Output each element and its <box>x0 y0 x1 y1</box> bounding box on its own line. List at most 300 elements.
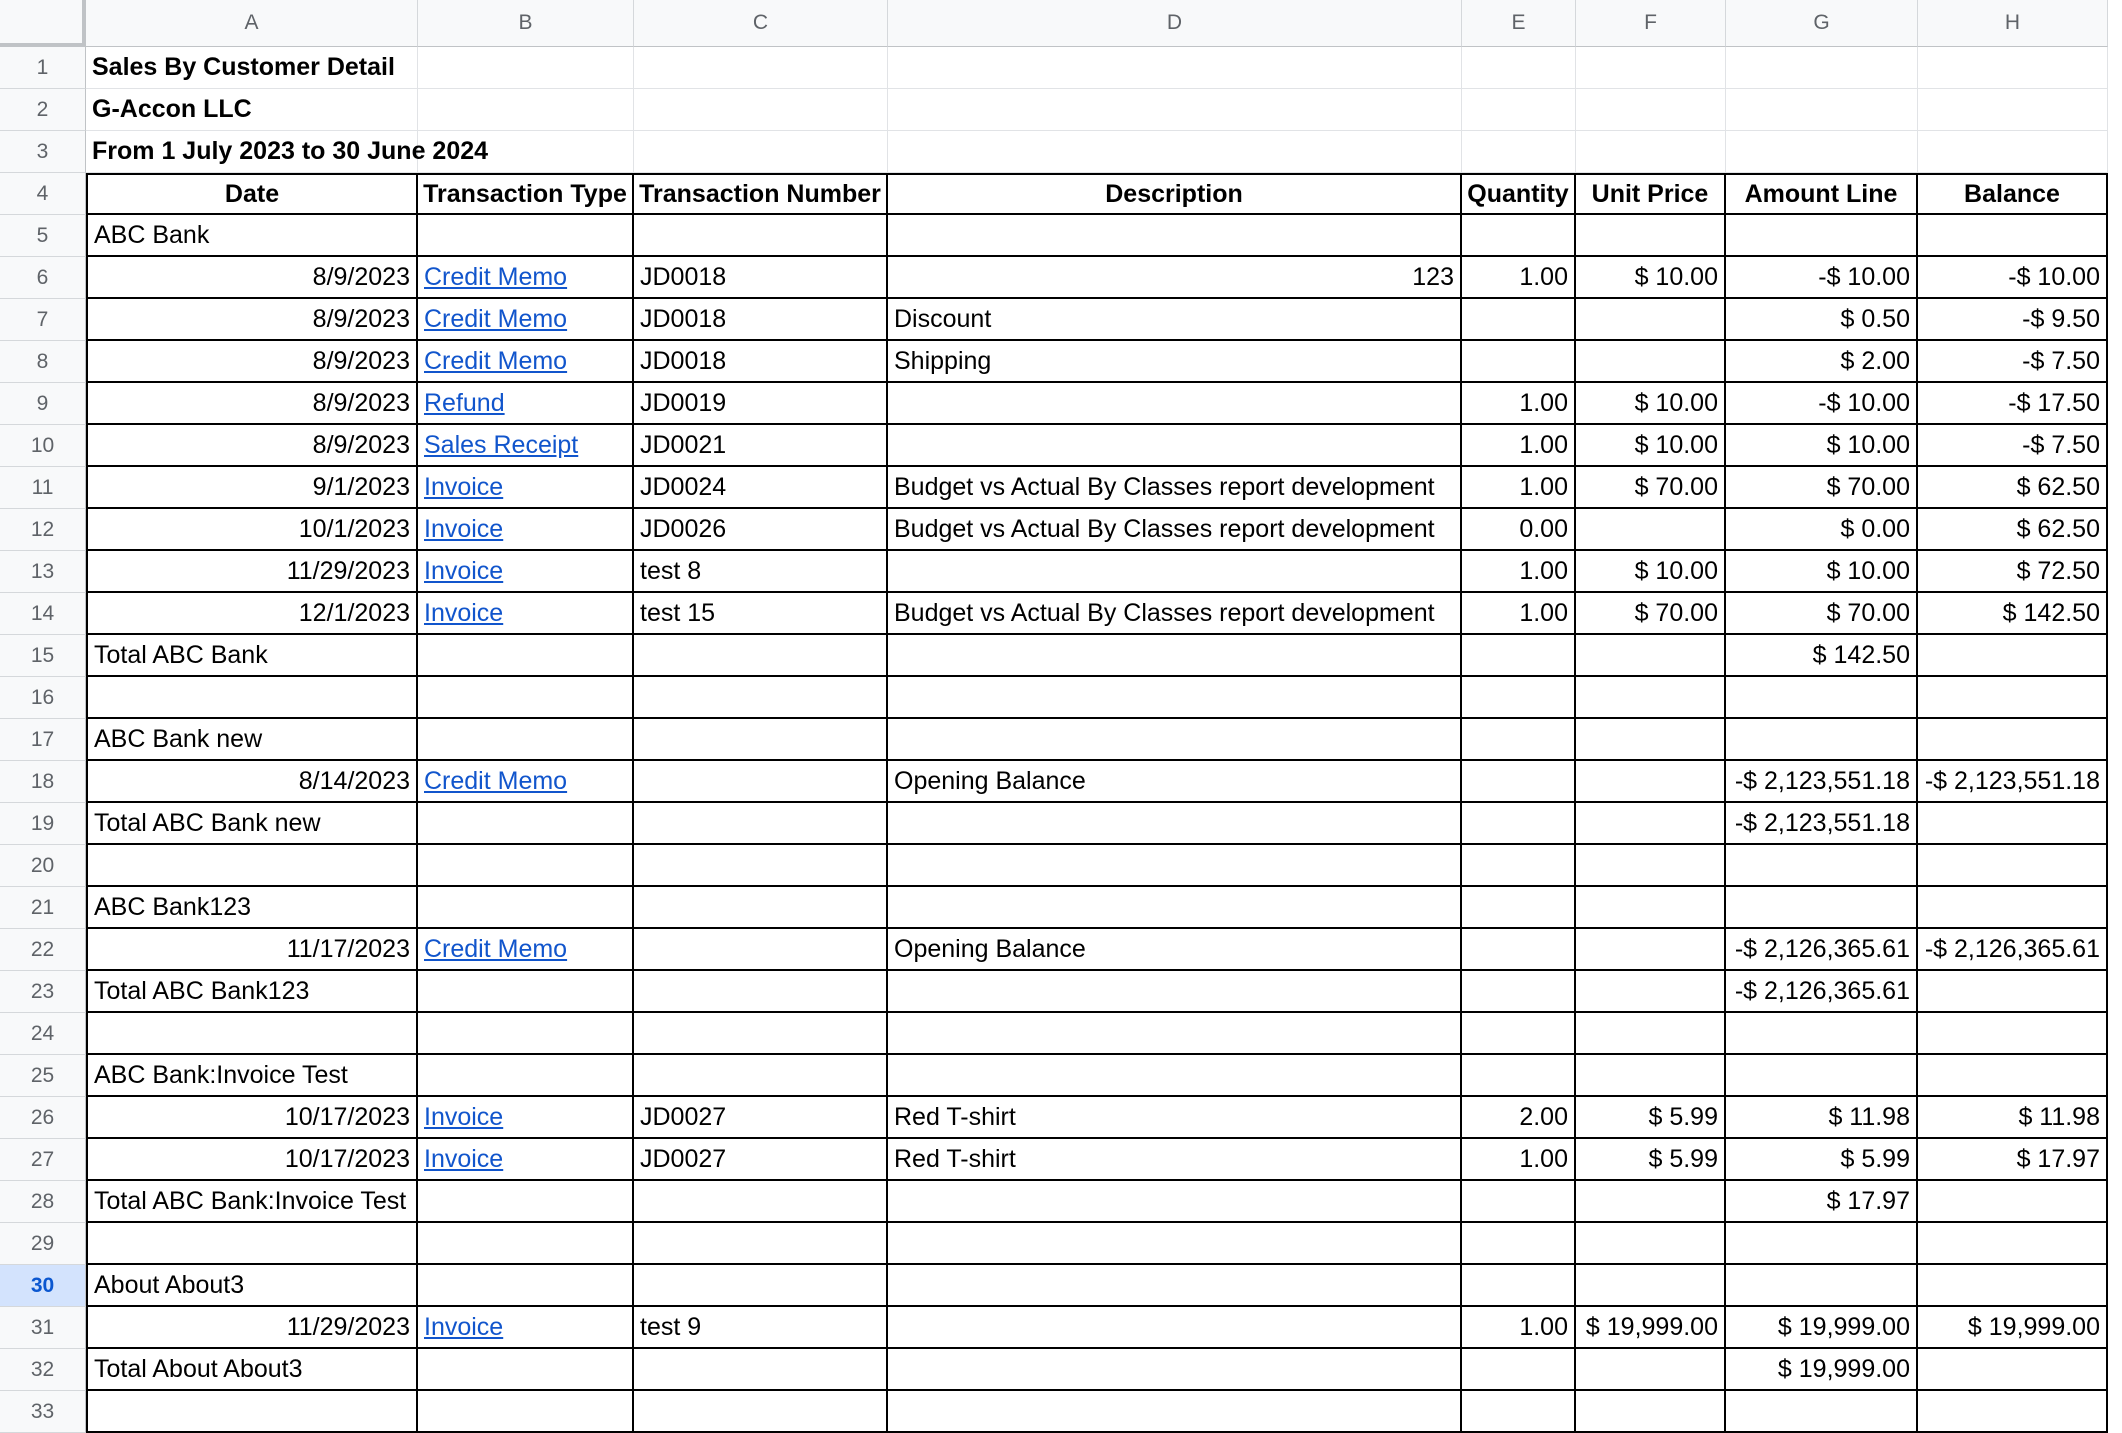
row-header-18[interactable]: 18 <box>0 761 86 803</box>
cell-b32[interactable] <box>418 1349 634 1391</box>
row-header-12[interactable]: 12 <box>0 509 86 551</box>
cell-d30[interactable] <box>888 1265 1462 1307</box>
cell-f5[interactable] <box>1576 215 1726 257</box>
cell-c25[interactable] <box>634 1055 888 1097</box>
row-header-7[interactable]: 7 <box>0 299 86 341</box>
cell-e21[interactable] <box>1462 887 1576 929</box>
cell-c20[interactable] <box>634 845 888 887</box>
transaction-type-link[interactable]: Credit Memo <box>418 257 634 299</box>
row-header-21[interactable]: 21 <box>0 887 86 929</box>
cell-d1[interactable] <box>888 47 1462 89</box>
cell-f29[interactable] <box>1576 1223 1726 1265</box>
cell-b23[interactable] <box>418 971 634 1013</box>
cell-h8[interactable]: -$ 7.50 <box>1918 341 2108 383</box>
cell-c16[interactable] <box>634 677 888 719</box>
cell-a31[interactable]: 11/29/2023 <box>86 1307 418 1349</box>
cell-a21[interactable]: ABC Bank123 <box>86 887 418 929</box>
cell-g27[interactable]: $ 5.99 <box>1726 1139 1918 1181</box>
cell-a9[interactable]: 8/9/2023 <box>86 383 418 425</box>
cell-b28[interactable] <box>418 1181 634 1223</box>
cell-d17[interactable] <box>888 719 1462 761</box>
cell-h30[interactable] <box>1918 1265 2108 1307</box>
cell-f3[interactable] <box>1576 131 1726 173</box>
cell-c28[interactable] <box>634 1181 888 1223</box>
row-header-20[interactable]: 20 <box>0 845 86 887</box>
cell-e9[interactable]: 1.00 <box>1462 383 1576 425</box>
cell-c24[interactable] <box>634 1013 888 1055</box>
cell-c7[interactable]: JD0018 <box>634 299 888 341</box>
cell-g8[interactable]: $ 2.00 <box>1726 341 1918 383</box>
cell-g23[interactable]: -$ 2,126,365.61 <box>1726 971 1918 1013</box>
row-header-5[interactable]: 5 <box>0 215 86 257</box>
cell-d20[interactable] <box>888 845 1462 887</box>
cell-b2[interactable] <box>418 89 634 131</box>
cell-h4[interactable]: Balance <box>1918 173 2108 215</box>
cell-e25[interactable] <box>1462 1055 1576 1097</box>
cell-e18[interactable] <box>1462 761 1576 803</box>
cell-h23[interactable] <box>1918 971 2108 1013</box>
cell-c1[interactable] <box>634 47 888 89</box>
cell-d24[interactable] <box>888 1013 1462 1055</box>
cell-d19[interactable] <box>888 803 1462 845</box>
column-header-c[interactable]: C <box>634 0 888 47</box>
transaction-type-link[interactable]: Credit Memo <box>418 341 634 383</box>
cell-g11[interactable]: $ 70.00 <box>1726 467 1918 509</box>
cell-h26[interactable]: $ 11.98 <box>1918 1097 2108 1139</box>
cell-b19[interactable] <box>418 803 634 845</box>
cell-e28[interactable] <box>1462 1181 1576 1223</box>
cell-c2[interactable] <box>634 89 888 131</box>
row-header-31[interactable]: 31 <box>0 1307 86 1349</box>
cell-e1[interactable] <box>1462 47 1576 89</box>
row-header-14[interactable]: 14 <box>0 593 86 635</box>
cell-g16[interactable] <box>1726 677 1918 719</box>
cell-c30[interactable] <box>634 1265 888 1307</box>
cell-c32[interactable] <box>634 1349 888 1391</box>
cell-e14[interactable]: 1.00 <box>1462 593 1576 635</box>
cell-h1[interactable] <box>1918 47 2108 89</box>
cell-f1[interactable] <box>1576 47 1726 89</box>
cell-e7[interactable] <box>1462 299 1576 341</box>
cell-g30[interactable] <box>1726 1265 1918 1307</box>
cell-c26[interactable]: JD0027 <box>634 1097 888 1139</box>
cell-a30[interactable]: About About3 <box>86 1265 418 1307</box>
row-header-4[interactable]: 4 <box>0 173 86 215</box>
cell-c5[interactable] <box>634 215 888 257</box>
cell-h5[interactable] <box>1918 215 2108 257</box>
cell-e29[interactable] <box>1462 1223 1576 1265</box>
cell-e10[interactable]: 1.00 <box>1462 425 1576 467</box>
cell-b21[interactable] <box>418 887 634 929</box>
cell-a24[interactable] <box>86 1013 418 1055</box>
cell-h6[interactable]: -$ 10.00 <box>1918 257 2108 299</box>
cell-c3[interactable] <box>634 131 888 173</box>
cell-d26[interactable]: Red T-shirt <box>888 1097 1462 1139</box>
cell-c15[interactable] <box>634 635 888 677</box>
cell-f27[interactable]: $ 5.99 <box>1576 1139 1726 1181</box>
cell-h11[interactable]: $ 62.50 <box>1918 467 2108 509</box>
column-header-b[interactable]: B <box>418 0 634 47</box>
cell-g15[interactable]: $ 142.50 <box>1726 635 1918 677</box>
cell-a8[interactable]: 8/9/2023 <box>86 341 418 383</box>
cell-a14[interactable]: 12/1/2023 <box>86 593 418 635</box>
cell-a16[interactable] <box>86 677 418 719</box>
column-header-a[interactable]: A <box>86 0 418 47</box>
cell-b3[interactable] <box>418 131 634 173</box>
cell-f12[interactable] <box>1576 509 1726 551</box>
row-header-2[interactable]: 2 <box>0 89 86 131</box>
cell-d27[interactable]: Red T-shirt <box>888 1139 1462 1181</box>
cell-g14[interactable]: $ 70.00 <box>1726 593 1918 635</box>
cell-a6[interactable]: 8/9/2023 <box>86 257 418 299</box>
cell-b15[interactable] <box>418 635 634 677</box>
row-header-1[interactable]: 1 <box>0 47 86 89</box>
cell-a11[interactable]: 9/1/2023 <box>86 467 418 509</box>
cell-f20[interactable] <box>1576 845 1726 887</box>
cell-g20[interactable] <box>1726 845 1918 887</box>
cell-d33[interactable] <box>888 1391 1462 1433</box>
cell-e30[interactable] <box>1462 1265 1576 1307</box>
cell-d11[interactable]: Budget vs Actual By Classes report development <box>888 467 1462 509</box>
cell-c11[interactable]: JD0024 <box>634 467 888 509</box>
row-header-22[interactable]: 22 <box>0 929 86 971</box>
transaction-type-link[interactable]: Invoice <box>418 1139 634 1181</box>
cell-d10[interactable] <box>888 425 1462 467</box>
cell-c4[interactable]: Transaction Number <box>634 173 888 215</box>
cell-c9[interactable]: JD0019 <box>634 383 888 425</box>
cell-h15[interactable] <box>1918 635 2108 677</box>
cell-h9[interactable]: -$ 17.50 <box>1918 383 2108 425</box>
cell-d8[interactable]: Shipping <box>888 341 1462 383</box>
cell-a7[interactable]: 8/9/2023 <box>86 299 418 341</box>
cell-b16[interactable] <box>418 677 634 719</box>
cell-g5[interactable] <box>1726 215 1918 257</box>
cell-a20[interactable] <box>86 845 418 887</box>
row-header-13[interactable]: 13 <box>0 551 86 593</box>
cell-d5[interactable] <box>888 215 1462 257</box>
cell-e16[interactable] <box>1462 677 1576 719</box>
row-header-26[interactable]: 26 <box>0 1097 86 1139</box>
cell-d4[interactable]: Description <box>888 173 1462 215</box>
cell-e31[interactable]: 1.00 <box>1462 1307 1576 1349</box>
cell-g3[interactable] <box>1726 131 1918 173</box>
transaction-type-link[interactable]: Credit Memo <box>418 761 634 803</box>
cell-f7[interactable] <box>1576 299 1726 341</box>
row-header-15[interactable]: 15 <box>0 635 86 677</box>
cell-g29[interactable] <box>1726 1223 1918 1265</box>
cell-g21[interactable] <box>1726 887 1918 929</box>
cell-a15[interactable]: Total ABC Bank <box>86 635 418 677</box>
row-header-11[interactable]: 11 <box>0 467 86 509</box>
transaction-type-link[interactable]: Refund <box>418 383 634 425</box>
row-header-30[interactable]: 30 <box>0 1265 86 1307</box>
cell-g9[interactable]: -$ 10.00 <box>1726 383 1918 425</box>
transaction-type-link[interactable]: Invoice <box>418 509 634 551</box>
cell-c10[interactable]: JD0021 <box>634 425 888 467</box>
cell-d12[interactable]: Budget vs Actual By Classes report development <box>888 509 1462 551</box>
cell-c18[interactable] <box>634 761 888 803</box>
cell-h31[interactable]: $ 19,999.00 <box>1918 1307 2108 1349</box>
cell-e5[interactable] <box>1462 215 1576 257</box>
cell-a29[interactable] <box>86 1223 418 1265</box>
cell-a3[interactable]: From 1 July 2023 to 30 June 2024 <box>86 131 418 173</box>
cell-d2[interactable] <box>888 89 1462 131</box>
cell-a2[interactable]: G-Accon LLC <box>86 89 418 131</box>
cell-g32[interactable]: $ 19,999.00 <box>1726 1349 1918 1391</box>
cell-f14[interactable]: $ 70.00 <box>1576 593 1726 635</box>
cell-e15[interactable] <box>1462 635 1576 677</box>
cell-d9[interactable] <box>888 383 1462 425</box>
cell-b25[interactable] <box>418 1055 634 1097</box>
cell-f25[interactable] <box>1576 1055 1726 1097</box>
cell-f32[interactable] <box>1576 1349 1726 1391</box>
cell-b20[interactable] <box>418 845 634 887</box>
cell-b5[interactable] <box>418 215 634 257</box>
cell-a4[interactable]: Date <box>86 173 418 215</box>
cell-d31[interactable] <box>888 1307 1462 1349</box>
cell-c23[interactable] <box>634 971 888 1013</box>
cell-h20[interactable] <box>1918 845 2108 887</box>
transaction-type-link[interactable]: Invoice <box>418 1307 634 1349</box>
cell-a5[interactable]: ABC Bank <box>86 215 418 257</box>
row-header-25[interactable]: 25 <box>0 1055 86 1097</box>
cell-a17[interactable]: ABC Bank new <box>86 719 418 761</box>
cell-d23[interactable] <box>888 971 1462 1013</box>
cell-a19[interactable]: Total ABC Bank new <box>86 803 418 845</box>
column-header-e[interactable]: E <box>1462 0 1576 47</box>
cell-h3[interactable] <box>1918 131 2108 173</box>
cell-d16[interactable] <box>888 677 1462 719</box>
cell-g31[interactable]: $ 19,999.00 <box>1726 1307 1918 1349</box>
cell-d18[interactable]: Opening Balance <box>888 761 1462 803</box>
row-header-8[interactable]: 8 <box>0 341 86 383</box>
cell-c19[interactable] <box>634 803 888 845</box>
transaction-type-link[interactable]: Credit Memo <box>418 929 634 971</box>
cell-d28[interactable] <box>888 1181 1462 1223</box>
cell-f16[interactable] <box>1576 677 1726 719</box>
cell-f30[interactable] <box>1576 1265 1726 1307</box>
cell-e17[interactable] <box>1462 719 1576 761</box>
cell-a22[interactable]: 11/17/2023 <box>86 929 418 971</box>
cell-g19[interactable]: -$ 2,123,551.18 <box>1726 803 1918 845</box>
transaction-type-link[interactable]: Invoice <box>418 467 634 509</box>
row-header-32[interactable]: 32 <box>0 1349 86 1391</box>
cell-d32[interactable] <box>888 1349 1462 1391</box>
cell-g10[interactable]: $ 10.00 <box>1726 425 1918 467</box>
cell-c22[interactable] <box>634 929 888 971</box>
cell-d14[interactable]: Budget vs Actual By Classes report development <box>888 593 1462 635</box>
cell-h14[interactable]: $ 142.50 <box>1918 593 2108 635</box>
row-header-3[interactable]: 3 <box>0 131 86 173</box>
cell-e12[interactable]: 0.00 <box>1462 509 1576 551</box>
transaction-type-link[interactable]: Invoice <box>418 551 634 593</box>
cell-f31[interactable]: $ 19,999.00 <box>1576 1307 1726 1349</box>
cell-h32[interactable] <box>1918 1349 2108 1391</box>
cell-g13[interactable]: $ 10.00 <box>1726 551 1918 593</box>
cell-c33[interactable] <box>634 1391 888 1433</box>
cell-e24[interactable] <box>1462 1013 1576 1055</box>
transaction-type-link[interactable]: Invoice <box>418 593 634 635</box>
cell-d13[interactable] <box>888 551 1462 593</box>
row-header-16[interactable]: 16 <box>0 677 86 719</box>
cell-a13[interactable]: 11/29/2023 <box>86 551 418 593</box>
cell-e13[interactable]: 1.00 <box>1462 551 1576 593</box>
transaction-type-link[interactable]: Credit Memo <box>418 299 634 341</box>
row-header-27[interactable]: 27 <box>0 1139 86 1181</box>
row-header-19[interactable]: 19 <box>0 803 86 845</box>
cell-d3[interactable] <box>888 131 1462 173</box>
cell-h25[interactable] <box>1918 1055 2108 1097</box>
cell-e23[interactable] <box>1462 971 1576 1013</box>
cell-e4[interactable]: Quantity <box>1462 173 1576 215</box>
cell-f10[interactable]: $ 10.00 <box>1576 425 1726 467</box>
row-header-24[interactable]: 24 <box>0 1013 86 1055</box>
cell-h10[interactable]: -$ 7.50 <box>1918 425 2108 467</box>
cell-h22[interactable]: -$ 2,126,365.61 <box>1918 929 2108 971</box>
cell-d25[interactable] <box>888 1055 1462 1097</box>
cell-e32[interactable] <box>1462 1349 1576 1391</box>
cell-e11[interactable]: 1.00 <box>1462 467 1576 509</box>
cell-d21[interactable] <box>888 887 1462 929</box>
cell-a28[interactable]: Total ABC Bank:Invoice Test <box>86 1181 418 1223</box>
select-all-corner[interactable] <box>0 0 86 47</box>
row-header-6[interactable]: 6 <box>0 257 86 299</box>
cell-c12[interactable]: JD0026 <box>634 509 888 551</box>
cell-g22[interactable]: -$ 2,126,365.61 <box>1726 929 1918 971</box>
cell-f4[interactable]: Unit Price <box>1576 173 1726 215</box>
row-header-23[interactable]: 23 <box>0 971 86 1013</box>
cell-e8[interactable] <box>1462 341 1576 383</box>
cell-a23[interactable]: Total ABC Bank123 <box>86 971 418 1013</box>
cell-g7[interactable]: $ 0.50 <box>1726 299 1918 341</box>
cell-f13[interactable]: $ 10.00 <box>1576 551 1726 593</box>
cell-e19[interactable] <box>1462 803 1576 845</box>
column-header-d[interactable]: D <box>888 0 1462 47</box>
cell-h2[interactable] <box>1918 89 2108 131</box>
cell-h24[interactable] <box>1918 1013 2108 1055</box>
cell-b17[interactable] <box>418 719 634 761</box>
cell-g26[interactable]: $ 11.98 <box>1726 1097 1918 1139</box>
column-header-f[interactable]: F <box>1576 0 1726 47</box>
cell-f23[interactable] <box>1576 971 1726 1013</box>
cell-h13[interactable]: $ 72.50 <box>1918 551 2108 593</box>
cell-f9[interactable]: $ 10.00 <box>1576 383 1726 425</box>
cell-a33[interactable] <box>86 1391 418 1433</box>
cell-f19[interactable] <box>1576 803 1726 845</box>
cell-f17[interactable] <box>1576 719 1726 761</box>
cell-f2[interactable] <box>1576 89 1726 131</box>
cell-h19[interactable] <box>1918 803 2108 845</box>
cell-d6[interactable]: 123 <box>888 257 1462 299</box>
cell-a27[interactable]: 10/17/2023 <box>86 1139 418 1181</box>
cell-h12[interactable]: $ 62.50 <box>1918 509 2108 551</box>
cell-d7[interactable]: Discount <box>888 299 1462 341</box>
cell-f8[interactable] <box>1576 341 1726 383</box>
cell-h16[interactable] <box>1918 677 2108 719</box>
cell-a18[interactable]: 8/14/2023 <box>86 761 418 803</box>
cell-e33[interactable] <box>1462 1391 1576 1433</box>
row-header-9[interactable]: 9 <box>0 383 86 425</box>
cell-f24[interactable] <box>1576 1013 1726 1055</box>
transaction-type-link[interactable]: Sales Receipt <box>418 425 634 467</box>
cell-a25[interactable]: ABC Bank:Invoice Test <box>86 1055 418 1097</box>
cell-f21[interactable] <box>1576 887 1726 929</box>
cell-c29[interactable] <box>634 1223 888 1265</box>
cell-c8[interactable]: JD0018 <box>634 341 888 383</box>
row-header-29[interactable]: 29 <box>0 1223 86 1265</box>
cell-f15[interactable] <box>1576 635 1726 677</box>
cell-a10[interactable]: 8/9/2023 <box>86 425 418 467</box>
cell-a1[interactable]: Sales By Customer Detail <box>86 47 418 89</box>
cell-a32[interactable]: Total About About3 <box>86 1349 418 1391</box>
cell-a12[interactable]: 10/1/2023 <box>86 509 418 551</box>
cell-g17[interactable] <box>1726 719 1918 761</box>
cell-g1[interactable] <box>1726 47 1918 89</box>
cell-c27[interactable]: JD0027 <box>634 1139 888 1181</box>
cell-b29[interactable] <box>418 1223 634 1265</box>
cell-f28[interactable] <box>1576 1181 1726 1223</box>
cell-b30[interactable] <box>418 1265 634 1307</box>
transaction-type-link[interactable]: Invoice <box>418 1097 634 1139</box>
cell-c14[interactable]: test 15 <box>634 593 888 635</box>
cell-g24[interactable] <box>1726 1013 1918 1055</box>
cell-f33[interactable] <box>1576 1391 1726 1433</box>
cell-e22[interactable] <box>1462 929 1576 971</box>
cell-h18[interactable]: -$ 2,123,551.18 <box>1918 761 2108 803</box>
cell-e6[interactable]: 1.00 <box>1462 257 1576 299</box>
cell-c13[interactable]: test 8 <box>634 551 888 593</box>
cell-h27[interactable]: $ 17.97 <box>1918 1139 2108 1181</box>
cell-h7[interactable]: -$ 9.50 <box>1918 299 2108 341</box>
cell-e2[interactable] <box>1462 89 1576 131</box>
cell-h21[interactable] <box>1918 887 2108 929</box>
cell-g25[interactable] <box>1726 1055 1918 1097</box>
cell-d29[interactable] <box>888 1223 1462 1265</box>
cell-d22[interactable]: Opening Balance <box>888 929 1462 971</box>
cell-g6[interactable]: -$ 10.00 <box>1726 257 1918 299</box>
cell-c6[interactable]: JD0018 <box>634 257 888 299</box>
cell-g18[interactable]: -$ 2,123,551.18 <box>1726 761 1918 803</box>
column-header-g[interactable]: G <box>1726 0 1918 47</box>
cell-e27[interactable]: 1.00 <box>1462 1139 1576 1181</box>
cell-c17[interactable] <box>634 719 888 761</box>
cell-g33[interactable] <box>1726 1391 1918 1433</box>
cell-g2[interactable] <box>1726 89 1918 131</box>
cell-b33[interactable] <box>418 1391 634 1433</box>
cell-f6[interactable]: $ 10.00 <box>1576 257 1726 299</box>
cell-g4[interactable]: Amount Line <box>1726 173 1918 215</box>
row-header-33[interactable]: 33 <box>0 1391 86 1433</box>
cell-f22[interactable] <box>1576 929 1726 971</box>
row-header-17[interactable]: 17 <box>0 719 86 761</box>
cell-b4[interactable]: Transaction Type <box>418 173 634 215</box>
cell-e26[interactable]: 2.00 <box>1462 1097 1576 1139</box>
cell-e20[interactable] <box>1462 845 1576 887</box>
cell-d15[interactable] <box>888 635 1462 677</box>
row-header-28[interactable]: 28 <box>0 1181 86 1223</box>
cell-h28[interactable] <box>1918 1181 2108 1223</box>
cell-b1[interactable] <box>418 47 634 89</box>
cell-h33[interactable] <box>1918 1391 2108 1433</box>
cell-c21[interactable] <box>634 887 888 929</box>
cell-f26[interactable]: $ 5.99 <box>1576 1097 1726 1139</box>
cell-f18[interactable] <box>1576 761 1726 803</box>
cell-c31[interactable]: test 9 <box>634 1307 888 1349</box>
cell-g28[interactable]: $ 17.97 <box>1726 1181 1918 1223</box>
cell-g12[interactable]: $ 0.00 <box>1726 509 1918 551</box>
cell-h29[interactable] <box>1918 1223 2108 1265</box>
cell-a26[interactable]: 10/17/2023 <box>86 1097 418 1139</box>
